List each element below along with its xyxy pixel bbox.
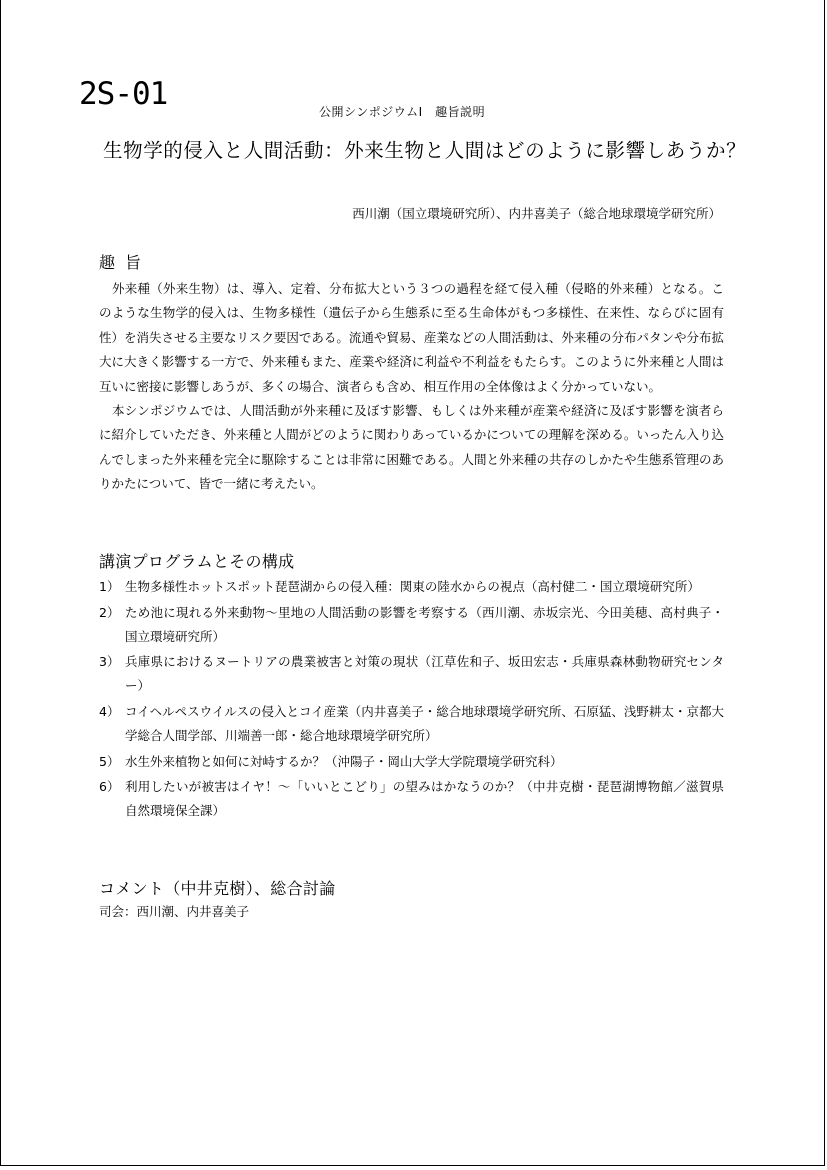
document-title: 生物学的侵入と人間活動：外来生物と人間はどのように影響しあうか？ (103, 139, 747, 162)
program-item-number: 1） (99, 579, 120, 594)
program-item (99, 775, 724, 823)
program-item-text: 生物多様性ホットスポット琵琶湖からの侵入種：関東の陸水からの視点（高村健二・国立環境研究所） (125, 579, 700, 594)
program-item (99, 700, 724, 748)
author-line: 西川潮（国立環境研究所）、内井喜美子（総合地球環境学研究所） (352, 206, 721, 221)
program-item-number: 3） (99, 654, 120, 670)
summary-paragraph: 本シンポジウムでは、人間活動が外来種に及ぼす影響、もしくは外来種が産業や経済に及ぼす影響を演者らに紹介していただき、外来種と人間がどのように関わりあっているかについての理解を深める。いったん入り込んでしまった外来種を完全に駆除することは非常に困難である。人間と外来種の共存のしかたや生態系管理のありかたについて、皆で一緒に考えたい。 (99, 403, 725, 492)
program-item-number: 4） (99, 703, 120, 719)
program-item-number: 5） (99, 753, 120, 769)
program-item-text: ため池に現れる外来動物～里地の人間活動の影響を考察する（西川潮、赤坂宗光、今田美穂、高村典子・国立環境研究所） (125, 604, 724, 644)
program-item (99, 575, 724, 599)
program-heading: 講演プログラムとその構成 (99, 552, 295, 571)
program-item (99, 750, 724, 774)
program-item-text: 水生外来植物と如何に対峙するか？（沖陽子・岡山大学大学院環境学研究科） (125, 753, 563, 769)
program-item-text: 兵庫県におけるヌートリアの農業被害と対策の現状（江草佐和子、坂田宏志・兵庫県森林動物研究センター） (125, 654, 724, 694)
session-code: 2S-01 (79, 76, 168, 112)
program-item-number: 6） (99, 779, 120, 795)
session-label: 公開シンポジウムⅠ 趣旨説明 (319, 105, 486, 119)
program-list (99, 575, 724, 825)
summary-heading: 趣旨 (99, 253, 152, 272)
summary-paragraph: 外来種（外来生物）は、導入、定着、分布拡大という３つの過程を経て侵入種（侵略的外来種）となる。このような生物学的侵入は、生物多様性（遺伝子から生態系に至る生命体がもつ多様性、在来性、ならびに固有性）を消失させる主要なリスク要因である。流通や貿易、産業などの人間活動は、外来種の分布パタンや分布拡大に大きく影響する一方で、外来種もまた、産業や経済に利益や不利益をもたらす。このように外来種と人間は互いに密接に影響しあうが、多くの場合、演者らも含め、相互作用の全体像はよく分かっていない。 (99, 281, 724, 394)
comment-heading: コメント（中井克樹）、総合討論 (99, 879, 336, 898)
program-item-number: 2） (99, 604, 120, 620)
program-item-text: 利用したいが被害はイヤ！～「いいとこどり」の望みはかなうのか？（中井克樹・琵琶湖博物館／滋賀県自然環境保全課） (125, 779, 724, 819)
program-item (99, 601, 724, 649)
chair-line: 司会：西川潮、内井喜美子 (99, 904, 250, 919)
program-item-text: コイヘルペスウイルスの侵入とコイ産業（内井喜美子・総合地球環境学研究所、石原猛、浅野耕太・京都大学総合人間学部、川端善一郎・総合地球環境学研究所） (125, 703, 724, 743)
summary-body (99, 277, 724, 497)
program-item (99, 650, 724, 698)
